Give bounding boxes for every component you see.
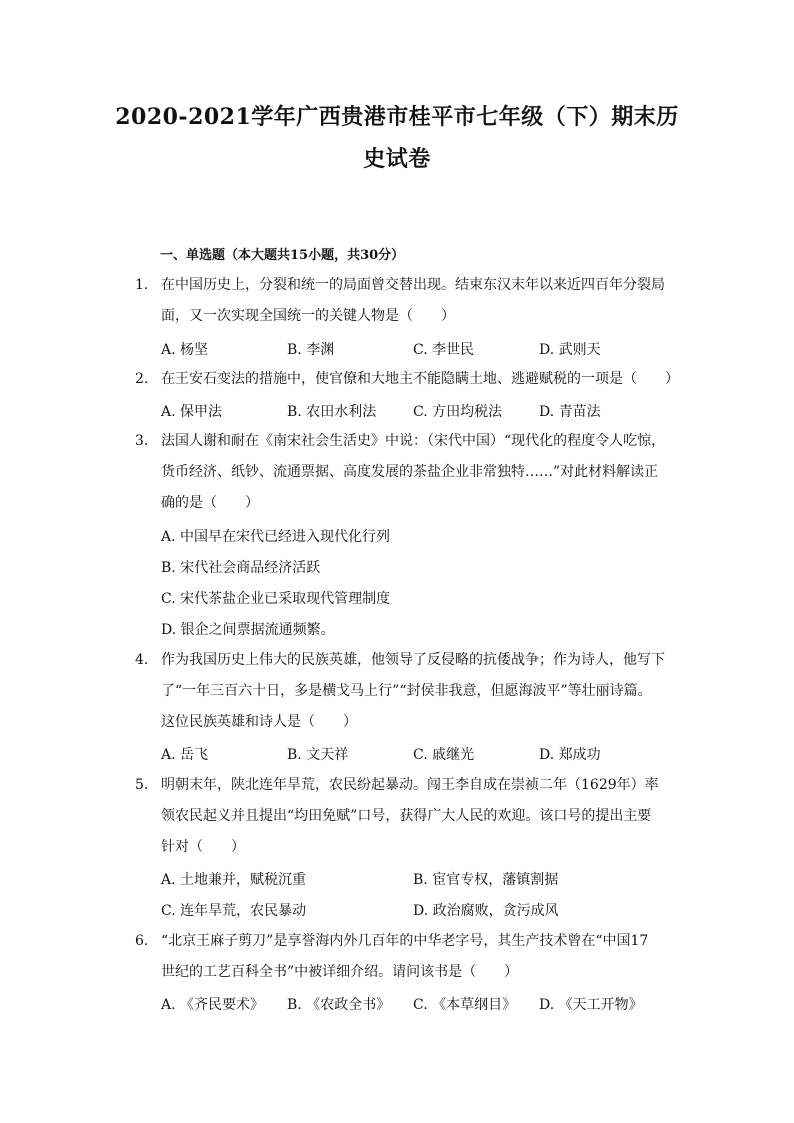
question-text-line: 确的是（ ）: [161, 495, 259, 511]
question-text-line: 世纪的工艺百科全书”中被详细介绍。请问该书是（ ）: [161, 964, 519, 980]
option-c: C. 连年旱荒，农民暴动: [161, 903, 307, 919]
question-text-line: 在中国历史上，分裂和统一的局面曾交替出现。结束东汉末年以来近四百年分裂局: [161, 277, 665, 293]
question-text-line: 这位民族英雄和诗人是（ ）: [161, 714, 357, 730]
question-text-line: 明朝末年，陕北连年旱荒，农民纷起暴动。闯王李自成在崇祯二年（1629年）率: [161, 777, 659, 793]
option-b: B. 《农政全书》: [287, 997, 391, 1013]
question-text-line: 法国人谢和耐在《南宋社会生活史》中说：（宋代中国）“现代化的程度令人吃惊，: [161, 433, 666, 449]
question-number: 4.: [135, 652, 149, 668]
exam-title-line2: 史试卷: [363, 146, 431, 172]
question-text-line: 领农民起义并且提出“均田免赋”口号，获得广大人民的欢迎。该口号的提出主要: [161, 808, 652, 824]
option-c: C. 《本草纲目》: [413, 997, 517, 1013]
question-number: 1.: [135, 277, 149, 293]
option-a: A. 《齐民要术》: [161, 997, 265, 1013]
question-text-line: 货币经济、纸钞、流通票据、高度发展的茶盐企业非常独特……”对此材料解读正: [161, 464, 659, 480]
question-text-line: 作为我国历史上伟大的民族英雄，他领导了反侵略的抗倭战争；作为诗人，他写下: [161, 652, 665, 668]
option-d: D. 郑成功: [539, 747, 601, 763]
option-b: B. 文天祥: [287, 747, 349, 763]
option-d: D. 武则天: [539, 342, 601, 358]
option-a: A. 杨坚: [161, 342, 209, 358]
option-c: C. 宋代茶盐企业已采取现代管理制度: [161, 591, 391, 607]
option-b: B. 农田水利法: [287, 404, 377, 420]
option-b: B. 宦官专权，藩镇割据: [413, 872, 559, 888]
section-heading: 一、单选题（本大题共15小题，共30分）: [160, 248, 405, 263]
option-d: D. 《天工开物》: [539, 997, 643, 1013]
option-a: A. 岳飞: [161, 747, 209, 763]
option-b: B. 李渊: [287, 342, 335, 358]
option-a: A. 中国早在宋代已经进入现代化行列: [161, 529, 391, 545]
option-d: D. 银企之间票据流通频繁。: [161, 622, 335, 638]
question-text-line: 在王安石变法的措施中，使官僚和大地主不能隐瞒土地、逃避赋税的一项是（ ）: [161, 371, 679, 387]
question-number: 2.: [135, 371, 149, 387]
option-c: C. 戚继光: [413, 747, 475, 763]
question-text-line: 了“一年三百六十日，多是横戈马上行”“封侯非我意，但愿海波平”等壮丽诗篇。: [161, 683, 652, 699]
question-number: 6.: [135, 933, 149, 949]
question-text-line: 面，又一次实现全国统一的关键人物是（ ）: [161, 308, 455, 324]
question-number: 5.: [135, 777, 149, 793]
option-c: C. 方田均税法: [413, 404, 503, 420]
option-a: A. 土地兼并，赋税沉重: [161, 872, 307, 888]
exam-title-line1: 2020-2021学年广西贵港市桂平市七年级（下）期末历: [115, 104, 679, 130]
question-text-line: “北京王麻子剪刀”是享誉海内外几百年的中华老字号，其生产技术曾在“中国17: [161, 933, 649, 949]
option-d: D. 政治腐败，贪污成风: [413, 903, 559, 919]
question-number: 3.: [135, 433, 149, 449]
option-b: B. 宋代社会商品经济活跃: [161, 560, 321, 576]
question-text-line: 针对（ ）: [161, 839, 245, 855]
option-a: A. 保甲法: [161, 404, 223, 420]
option-d: D. 青苗法: [539, 404, 601, 420]
option-c: C. 李世民: [413, 342, 475, 358]
